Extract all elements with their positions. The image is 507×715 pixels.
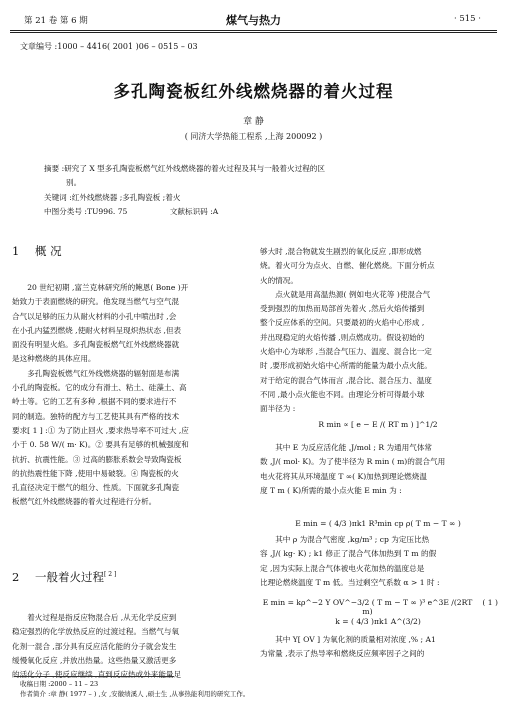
text-line: 容 ,J/( kg· K) ; k1 修正了混合气体加热到 T m 的假 bbox=[260, 549, 437, 559]
text-line: 多孔陶瓷板燃气红外线燃烧器的辐射面是布满 bbox=[27, 368, 180, 378]
document-code: 文献标识码 :A bbox=[169, 206, 219, 216]
footnote-rule bbox=[14, 676, 174, 677]
right-col-text-d bbox=[260, 633, 496, 662]
clc-number: 中图分类号 :TU996. 75 bbox=[44, 206, 128, 216]
section-title: 概 况 bbox=[34, 244, 62, 258]
text-line: 合气以足够的压力从耐火材料的小孔中喷出时 ,会 bbox=[12, 311, 177, 321]
text-line: 够大时 ,混合物就发生剧烈的氧化反应 ,即形成燃 bbox=[260, 247, 422, 256]
text-line: 不同 ,最小点火能也不同。由理论分析可得最小球 bbox=[260, 389, 425, 399]
author: 章 静 bbox=[243, 117, 264, 127]
keywords: 关键词 :红外线燃烧器 ;多孔陶瓷板 ;着火 bbox=[44, 192, 181, 202]
text-line: 要求[ 1 ] :① 为了防止回火 ,要求热导率不可过大 ,应 bbox=[12, 425, 189, 435]
text-line: 在小孔内猛烈燃烧 ,使耐火材料呈现炽热状态 ,但表 bbox=[12, 325, 182, 335]
text-line: 数 ,J/( mol· K)。为了使半径为 R min ( m)的混合气用 bbox=[260, 457, 446, 467]
text-line: 点火就是用高温热源( 例如电火花等 )使混合气 bbox=[275, 289, 431, 299]
text-line: 着火过程是指反应物混合后 ,从无化学反应到 bbox=[27, 613, 177, 622]
text-line: 其中 ρ 为混合气密度 ,kg/m³ ; cp 为定压比热 bbox=[275, 535, 430, 544]
text-line: 并出现稳定的火焰传播 ,则点燃成功。假设初始的 bbox=[260, 332, 425, 342]
header-rule-2 bbox=[10, 32, 497, 33]
text-line: 小于 0. 58 W/( m· K)。② 要具有足够的机械强度和 bbox=[12, 440, 189, 450]
text-line: 烧。着火可分为点火、自燃、催化燃烧。下面分析点 bbox=[260, 261, 435, 271]
text-line: 面没有明显火焰。多孔陶瓷板燃气红外线燃烧器就 bbox=[12, 340, 180, 350]
section-reference: [ 2 ] bbox=[103, 571, 117, 579]
right-col-text-c bbox=[260, 533, 496, 590]
abstract-line: 别。 bbox=[66, 178, 82, 188]
right-col-text-a bbox=[260, 245, 496, 417]
text-line: 火的情况。 bbox=[260, 275, 298, 285]
section-number: 1 bbox=[12, 244, 20, 258]
equation-emin: E min = ( 4/3 )πk1 R³min cp ρ( T m − T ∞ ) bbox=[295, 519, 461, 528]
section-number: 2 bbox=[12, 570, 20, 584]
text-line: 抗折、抗震性能。③ 过高的膨胀系数会导致陶瓷板 bbox=[12, 454, 182, 464]
text-line: 其中 E 为反应活化能 ,J/mol ; R 为通用气体常 bbox=[275, 443, 433, 452]
author-info: 作者简介 :章 静( 1977 – ) ,女 ,安徽绩溪人 ,硕士生 ,从事热能利用的研究工作。 bbox=[20, 689, 250, 698]
abstract-line: 摘要 :研究了 X 型多孔陶瓷板燃气红外线燃烧器的着火过程及其与一般着火过程的区 bbox=[44, 164, 325, 173]
text-line: 受到强烈的加热而局部首先着火 ,然后火焰传播到 bbox=[260, 304, 425, 314]
equation-1: E min = kρ^−2 Y OV^−3/2 ( T m − T ∞ )³ e^3E /(2RT m) bbox=[262, 598, 473, 616]
equation-k: k = ( 4/3 )πk1 A^(3/2) bbox=[335, 617, 421, 626]
text-line: 20 世纪初期 ,富兰克林研究所的鲍恩( Bone )开 bbox=[27, 283, 189, 292]
text-line: 的活化分子 ,使反应继续 ,直到反应热或外来能量足 bbox=[12, 670, 182, 680]
text-line: 岭土等。它的工艺有多种 ,根据不同的要求进行不 bbox=[12, 397, 177, 407]
text-line: 板燃气红外线燃烧器的着火过程进行分析。 bbox=[12, 497, 157, 507]
page-number: · 515 · bbox=[453, 14, 481, 24]
text-line: 其中 Y[ OV ] 为氧化剂的质量相对浓度 ,% ; A1 bbox=[275, 635, 436, 644]
text-line: 孔直径决定于燃气的组分、性质。下面就多孔陶瓷 bbox=[12, 483, 180, 493]
text-line: 化剂一混合 ,部分具有反应活化能的分子就会发生 bbox=[12, 641, 177, 651]
text-line: 同的制造。独特的配方与工艺使其具有严格的技术 bbox=[12, 411, 180, 421]
journal-name: 煤气与热力 bbox=[226, 14, 281, 27]
text-line: 定 ,因为实际上混合气体被电火花加热的温度总是 bbox=[260, 563, 425, 573]
clc-code bbox=[44, 205, 464, 219]
text-line: 整个反应体系的空间。只要最初的火焰中心形成 , bbox=[260, 318, 425, 328]
text-line: 时 ,要形成初始火焰中心所需的能量为最小点火能。 bbox=[260, 361, 432, 371]
text-line: 比理论燃烧温度 T m 低。当过剩空气系数 α > 1 时 : bbox=[260, 577, 440, 587]
article-id: 文章编号 :1000 – 4416( 2001 )06 – 0515 – 03 bbox=[20, 42, 198, 51]
abstract bbox=[44, 162, 464, 219]
text-line: 小孔的陶瓷板。它的成分有滑土、粘土、硅藻土、高 bbox=[12, 383, 187, 393]
section-1-heading bbox=[12, 243, 62, 259]
received-date: 收稿日期 :2000 – 11 – 23 bbox=[20, 680, 99, 688]
text-line: 火焰中心为球形 ,当混合气压力、温度、混合比一定 bbox=[260, 347, 432, 357]
text-line: 稳定强烈的化学放热反应的过渡过程。当燃气与氧 bbox=[12, 627, 180, 637]
text-line: 的抗热震性能下降 ,使用中易破裂。④ 陶瓷板的火 bbox=[12, 468, 179, 478]
paper-title: 多孔陶瓷板红外线燃烧器的着火过程 bbox=[113, 82, 394, 101]
text-line: 始致力于表面燃烧的研究。他发现当燃气与空气混 bbox=[12, 297, 180, 307]
right-col-text-b bbox=[260, 441, 496, 498]
header-rule bbox=[10, 30, 497, 31]
equation-rmin: R min ∝ [ e − E /( RT m ) ]^1/2 bbox=[318, 420, 438, 429]
text-line: 是这种燃烧的具体应用。 bbox=[12, 354, 96, 364]
volume-issue: 第 21 卷 第 6 期 bbox=[24, 16, 88, 26]
section-2-heading bbox=[12, 569, 116, 585]
text-line: 对于给定的混合气体而言 ,混合比、混合压力、温度 bbox=[260, 375, 432, 385]
section-2-body bbox=[12, 611, 245, 682]
footnote bbox=[20, 680, 490, 699]
section-title: 一般着火过程 bbox=[34, 570, 104, 584]
text-line: 缓慢氧化反应 ,并放出热量。这些热量又激活更多 bbox=[12, 655, 177, 665]
text-line: 为常量 ,表示了热导率和燃烧反应频率因子之间的 bbox=[260, 649, 425, 659]
affiliation: ( 同济大学热能工程系 ,上海 200092 ) bbox=[184, 132, 323, 141]
section-1-body bbox=[12, 281, 245, 510]
equation-1-number: ( 1 ) bbox=[482, 598, 498, 607]
text-line: 面半径为 : bbox=[260, 404, 296, 414]
text-line: 电火花将其从环境温度 T ∞( K)加热到理论燃烧温 bbox=[260, 471, 427, 481]
text-line: 度 T m ( K)所需的最小点火能 E min 为 : bbox=[260, 485, 402, 495]
